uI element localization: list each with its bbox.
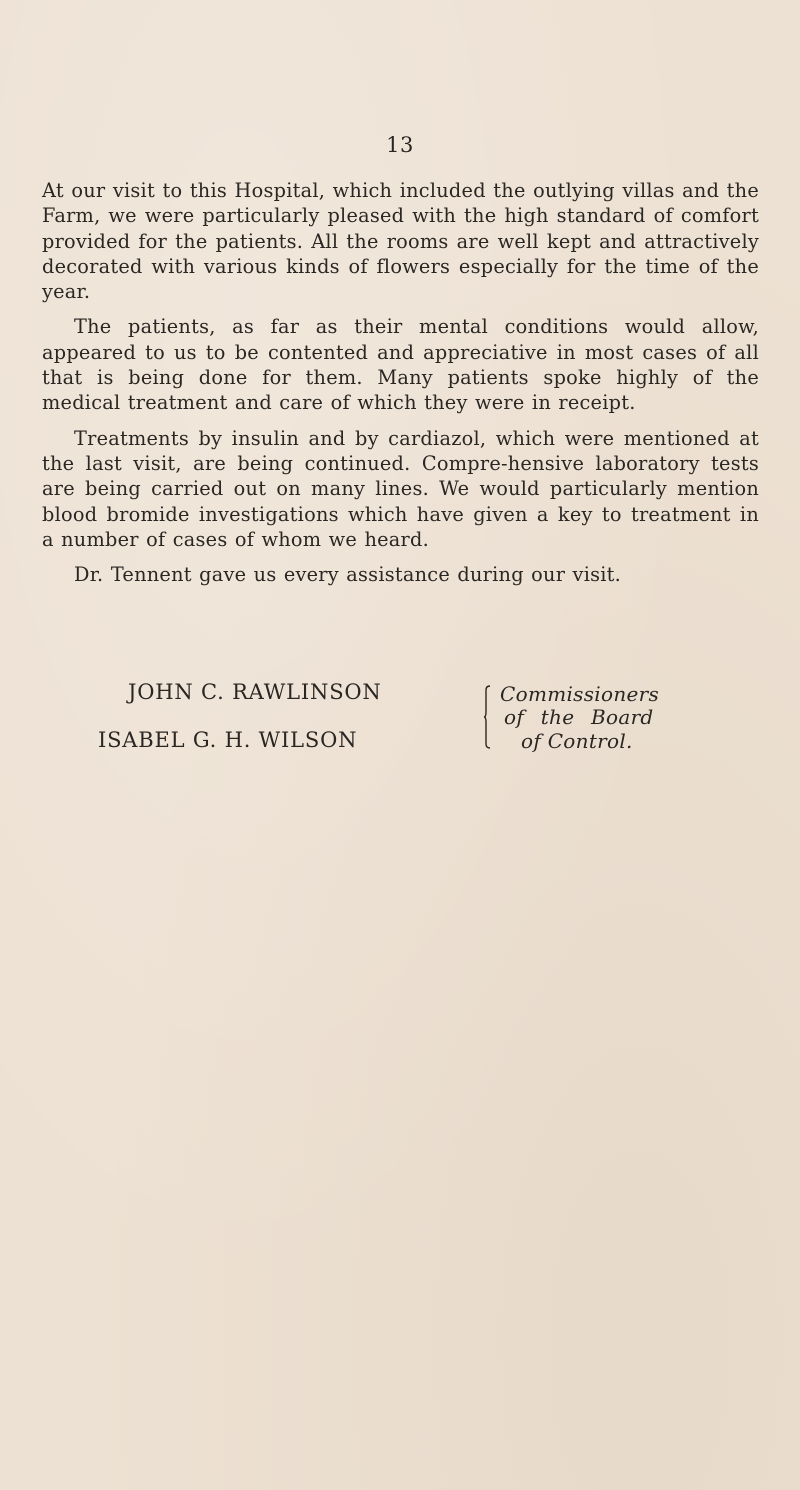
paragraph-visit-summary: At our visit to this Hospital, which included the outlying villas and the Farm, we were particularly pleased with the high standard of comfort provided for the patients. All the rooms are well kept and attractively decorated with various kinds of flowers especially for the time of the year. [42,179,759,304]
signatory-name: ISABEL G. H. WILSON [98,728,358,752]
paragraph-patients: The patients, as far as their mental conditions would allow, appeared to us to be contented and appreciative in most cases of all that is being done for them. Many patients spoke highly of the medical treatment and care of which they were in receipt. [42,315,759,415]
signatory-title-line: of the Board [504,705,654,729]
page-number: 13 [386,133,414,157]
signatory-name: JOHN C. RAWLINSON [128,680,382,704]
paragraph-treatments: Treatments by insulin and by cardiazol, which were mentioned at the last visit, are being continued. Compre-hensive laboratory tests are being carried out on many lines. We would particularly mention blood bromide investigations which have given a key to treatment in a number of cases of whom we heard. [42,426,759,551]
body-text [42,178,759,597]
signatory-title-line: Commissioners [500,682,660,706]
signatory-title-line: of Control. [521,729,633,753]
signature-block [0,680,800,770]
brace-icon [484,684,496,750]
paragraph-assistance: Dr. Tennent gave us every assistance during our visit. [74,563,622,587]
